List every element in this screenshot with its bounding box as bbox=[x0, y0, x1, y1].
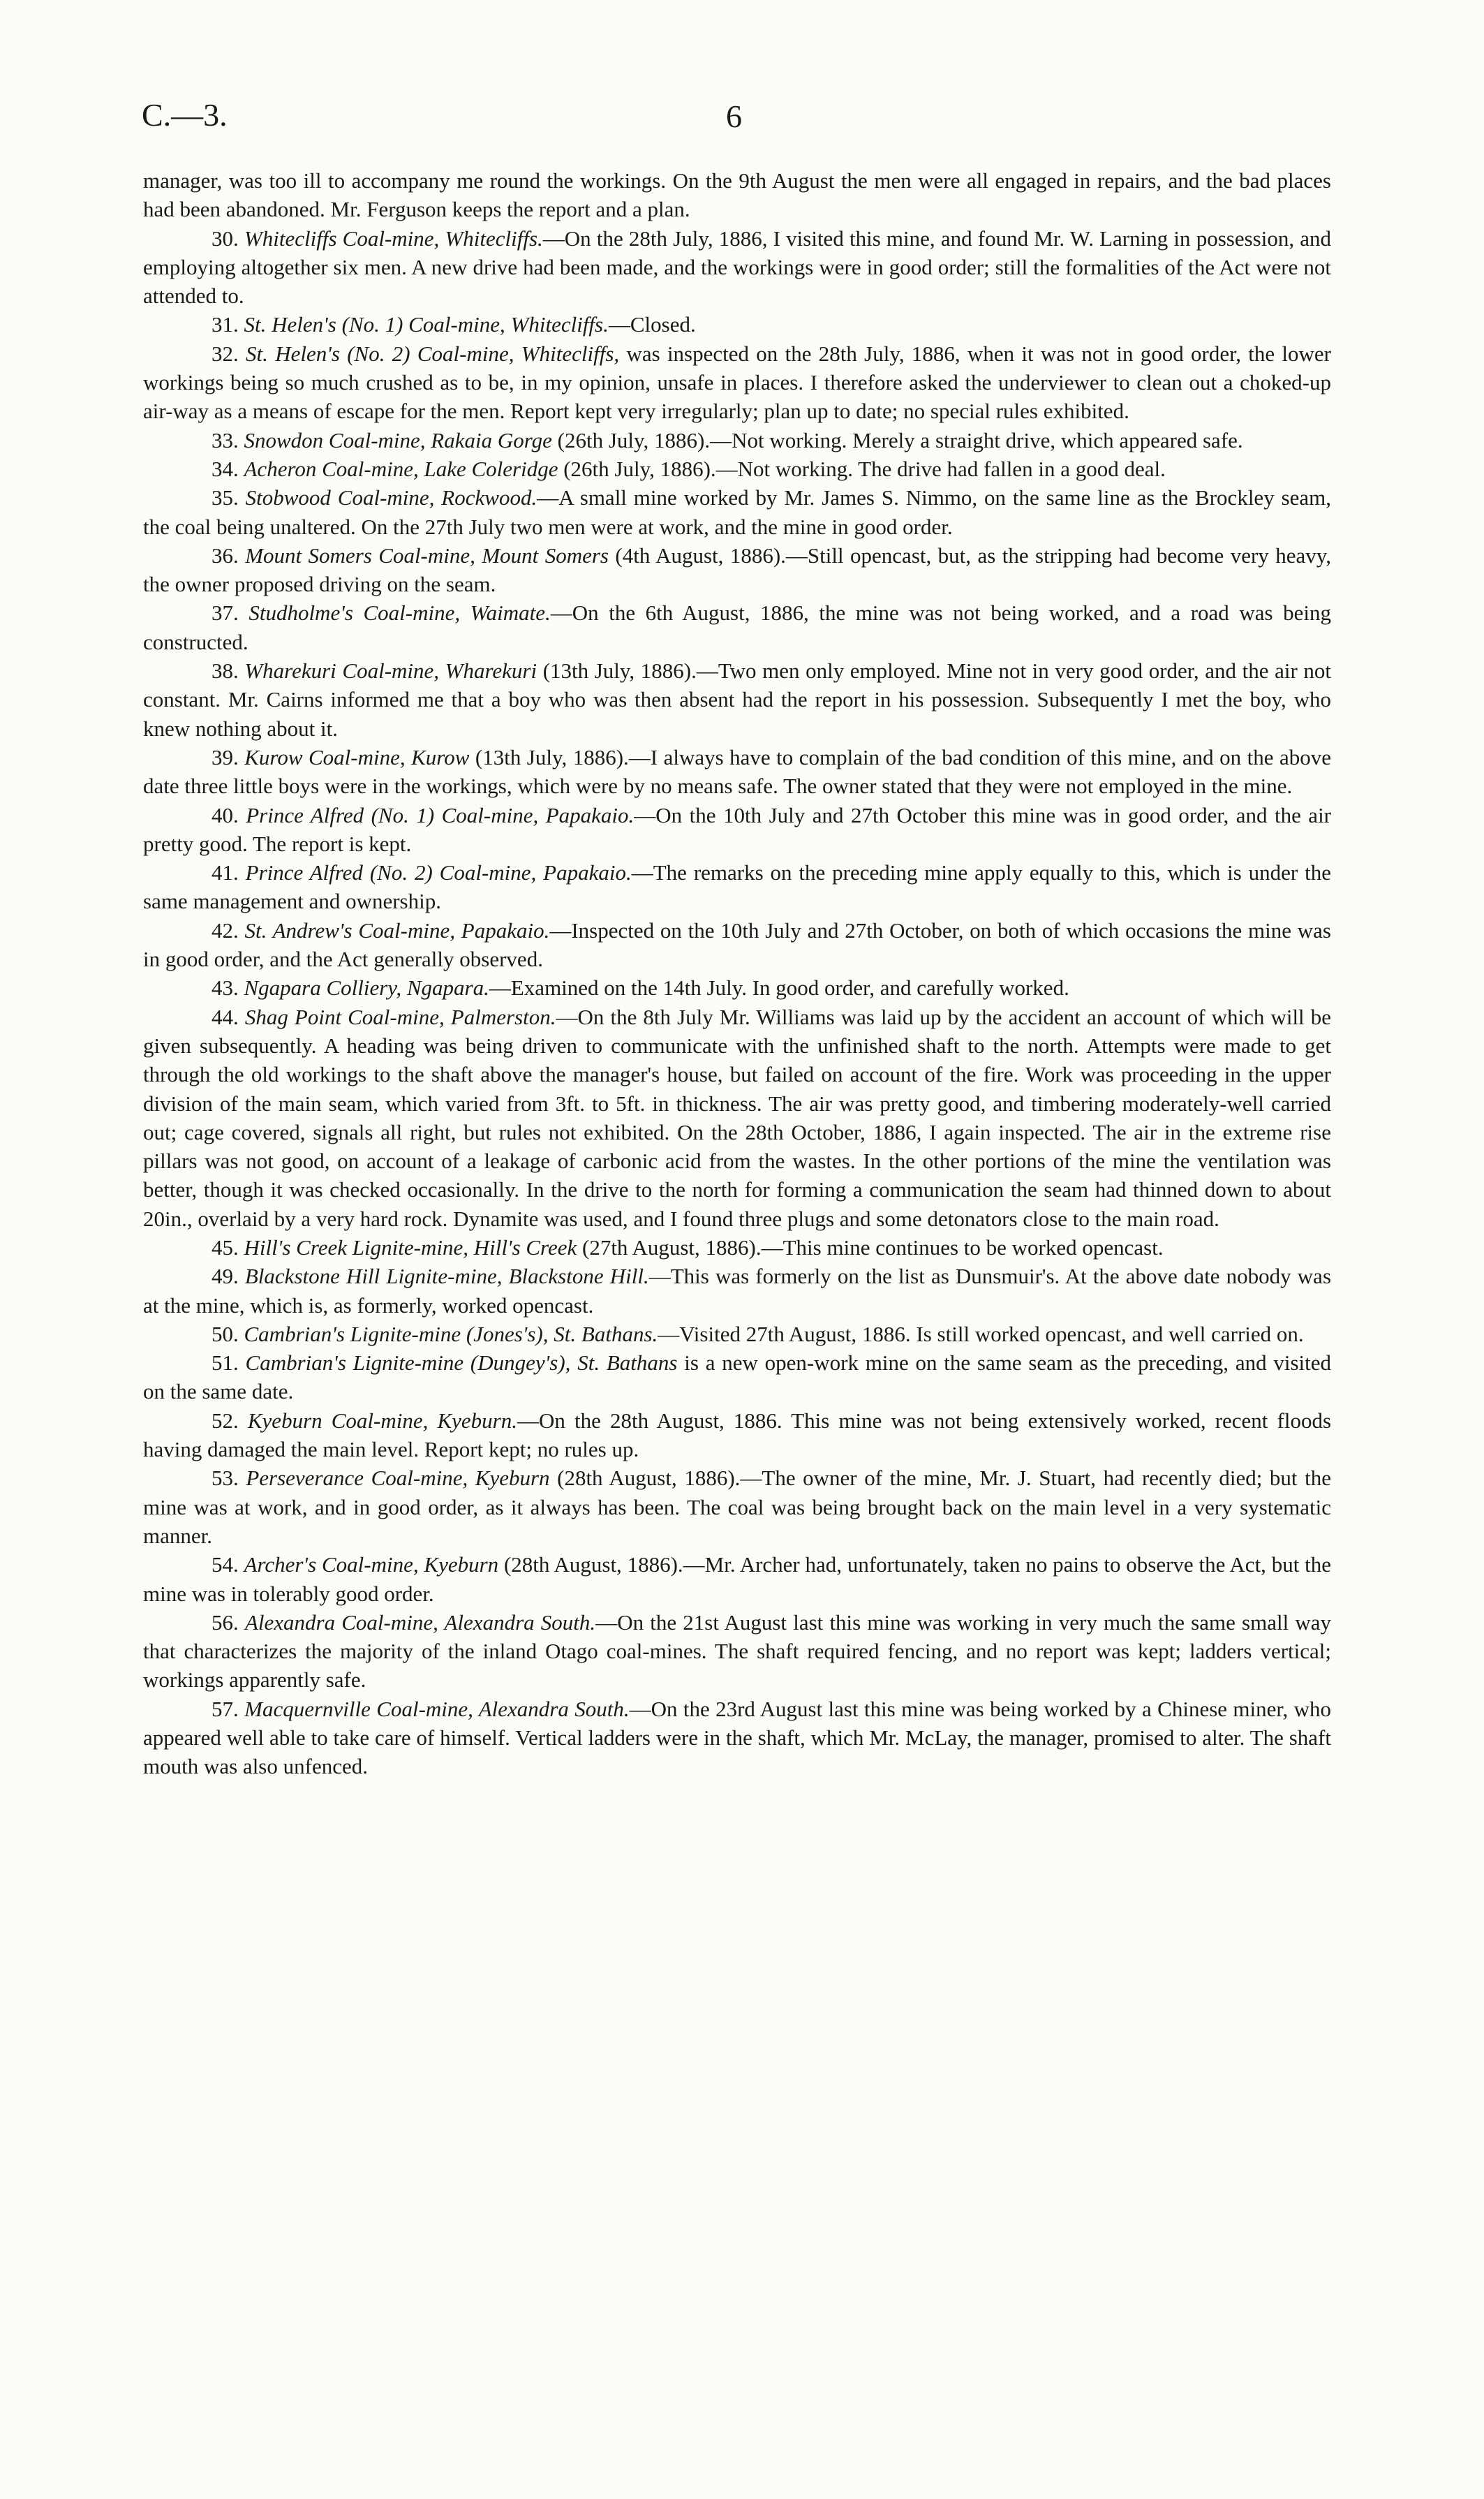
entry-number: 52. bbox=[212, 1408, 239, 1433]
mine-entry bbox=[143, 1695, 1331, 1781]
mine-entry bbox=[143, 339, 1331, 426]
entry-title: Prince Alfred (No. 1) Coal-mine, Papakaio. bbox=[246, 802, 635, 827]
entry-title: Macquernville Coal-mine, Alexandra South. bbox=[244, 1696, 630, 1721]
entry-number: 33. bbox=[212, 427, 239, 452]
entry-text: —Closed. bbox=[608, 312, 696, 337]
entry-text: —Visited 27th August, 1886. Is still worked opencast, and well carried on. bbox=[658, 1321, 1304, 1346]
entry-text: —On the 23rd August last this mine was being worked by a Chinese miner, who appeared well able to take care of himself. Vertical ladders were in the shaft, which Mr. McLay, the manager, promised to alter. The shaft mouth was also unfenced. bbox=[143, 1696, 1332, 1779]
entry-title: Kyeburn Coal-mine, Kyeburn. bbox=[247, 1408, 517, 1433]
entry-text: —On the 10th July and 27th October this mine was in good order, and the air pretty good. The report is kept. bbox=[143, 802, 1332, 856]
entry-title: Ngapara Colliery, Ngapara. bbox=[244, 975, 489, 1001]
mine-entry bbox=[143, 656, 1331, 743]
entry-number: 41. bbox=[212, 860, 239, 885]
entry-text: (28th August, 1886).—The owner of the mine, Mr. J. Stuart, had recently died; but the mine was at work, and in good order, as it always has been. The coal was being brought back on the main level in a very systematic manner. bbox=[143, 1466, 1331, 1548]
entry-title: St. Helen's (No. 1) Coal-mine, Whitecliffs. bbox=[244, 312, 609, 337]
entry-text: (4th August, 1886).—Still opencast, but, as the stripping had become very heavy, the owner proposed driving on the seam. bbox=[143, 543, 1332, 597]
entry-text: (26th July, 1886).—Not working. Merely a straight drive, which appeared safe. bbox=[551, 427, 1243, 452]
mine-entry bbox=[143, 541, 1331, 599]
entry-number: 39. bbox=[212, 744, 239, 769]
entry-number: 37. bbox=[212, 600, 239, 626]
entry-number: 51. bbox=[212, 1350, 239, 1376]
entry-number: 45. bbox=[212, 1234, 239, 1260]
entry-text: —The remarks on the preceding mine apply equally to this, which is under the same management and ownership. bbox=[143, 860, 1331, 914]
entry-number: 57. bbox=[212, 1696, 239, 1721]
entry-text: —On the 21st August last this mine was working in very much the same small way that characterizes the majority of the inland Otago coal-mines. The shaft required fencing, and no report was kept; ladders vertical; workings apparently safe. bbox=[143, 1609, 1332, 1693]
mine-entry bbox=[143, 1233, 1331, 1262]
entry-title: Wharekuri Coal-mine, Wharekuri bbox=[244, 658, 537, 684]
entry-title: Hill's Creek Lignite-mine, Hill's Creek bbox=[244, 1234, 577, 1260]
entry-title: Kurow Coal-mine, Kurow bbox=[244, 744, 470, 769]
entry-title: Acheron Coal-mine, Lake Coleridge bbox=[244, 456, 558, 481]
entry-text: —Inspected on the 10th July and 27th October, on both of which occasions the mine was in good order, and the Act generally observed. bbox=[143, 917, 1331, 972]
entry-text: —Examined on the 14th July. In good order, and carefully worked. bbox=[489, 975, 1069, 1001]
mine-entry bbox=[143, 1003, 1331, 1233]
entry-text: —On the 6th August, 1886, the mine was not being worked, and a road was being constructed. bbox=[143, 600, 1332, 654]
intro-paragraph: manager, was too ill to accompany me round the workings. On the 9th August the men were all engaged in repairs, and the bad places had been abandoned. Mr. Ferguson keeps the report and a plan. bbox=[143, 168, 1331, 222]
entry-number: 49. bbox=[212, 1264, 239, 1289]
mine-entry bbox=[143, 455, 1331, 483]
mine-entry bbox=[143, 858, 1331, 916]
mine-entry bbox=[143, 1608, 1331, 1695]
entry-number: 34. bbox=[212, 456, 239, 481]
report-body bbox=[143, 166, 1331, 1781]
entry-number: 40. bbox=[212, 802, 239, 827]
entry-text: —This was formerly on the list as Dunsmuir's. At the above date nobody was at the mine, which is, as formerly, worked opencast. bbox=[143, 1264, 1332, 1318]
entry-text: (27th August, 1886).—This mine continues to be worked opencast. bbox=[577, 1234, 1164, 1260]
mine-entry bbox=[143, 426, 1331, 455]
entry-title: Blackstone Hill Lignite-mine, Blackstone Hill. bbox=[244, 1264, 649, 1289]
entry-number: 54. bbox=[212, 1552, 239, 1577]
mine-entry bbox=[143, 1348, 1331, 1406]
mine-entry bbox=[143, 1464, 1331, 1550]
mine-entry bbox=[143, 310, 1331, 339]
entry-number: 31. bbox=[212, 312, 239, 337]
entry-number: 43. bbox=[212, 975, 239, 1001]
entry-title: Alexandra Coal-mine, Alexandra South. bbox=[244, 1609, 596, 1635]
mine-entry bbox=[143, 916, 1331, 974]
entry-title: Archer's Coal-mine, Kyeburn bbox=[244, 1552, 499, 1577]
mine-entry bbox=[143, 598, 1331, 656]
entry-number: 50. bbox=[212, 1321, 239, 1346]
entry-title: Prince Alfred (No. 2) Coal-mine, Papakaio. bbox=[245, 860, 632, 885]
mine-entry bbox=[143, 1406, 1331, 1464]
entry-text: (13th July, 1886).—I always have to complain of the bad condition of this mine, and on the above date three little boys were in the workings, which were by no means safe. The owner stated that they were not employed in the mine. bbox=[143, 744, 1332, 799]
mine-entry bbox=[143, 483, 1331, 541]
entry-title: St. Helen's (No. 2) Coal-mine, Whitecliffs, bbox=[246, 341, 620, 366]
mine-entry bbox=[143, 801, 1331, 859]
mine-entry bbox=[143, 743, 1331, 801]
entry-number: 38. bbox=[212, 658, 239, 684]
entry-title: Studholme's Coal-mine, Waimate. bbox=[248, 600, 551, 626]
mine-entry bbox=[143, 1262, 1331, 1320]
entry-number: 56. bbox=[212, 1609, 239, 1635]
entry-number: 42. bbox=[212, 917, 239, 943]
entry-text: —A small mine worked by Mr. James S. Nimmo, on the same line as the Brockley seam, the coal being unaltered. On the 27th July two men were at work, and the mine in good order. bbox=[143, 485, 1332, 539]
entry-title: Whitecliffs Coal-mine, Whitecliffs. bbox=[244, 226, 543, 251]
entry-number: 44. bbox=[212, 1004, 239, 1029]
entry-number: 36. bbox=[212, 543, 239, 568]
entry-text: (26th July, 1886).—Not working. The drive had fallen in a good deal. bbox=[558, 456, 1166, 481]
document-reference: C.—3. bbox=[142, 97, 228, 133]
entry-text: was inspected on the 28th July, 1886, when it was not in good order, the lower workings being so much crushed as to be, in my opinion, unsafe in places. I therefore asked the underviewer to clean out a choked-up air-way as a means of escape for the men. Report kept very irregularly; plan up to date; no special rules exhibited. bbox=[143, 341, 1331, 424]
entry-text: is a new open-work mine on the same seam as the preceding, and visited on the same date. bbox=[143, 1350, 1332, 1404]
page-number: 6 bbox=[726, 98, 742, 134]
entry-title: Shag Point Coal-mine, Palmerston. bbox=[244, 1004, 556, 1029]
mine-entry bbox=[143, 1550, 1331, 1608]
entry-number: 53. bbox=[212, 1466, 239, 1491]
mine-entry bbox=[143, 973, 1331, 1002]
entry-title: Cambrian's Lignite-mine (Dungey's), St. Bathans bbox=[245, 1350, 678, 1376]
entry-text: —On the 8th July Mr. Williams was laid up by the accident an account of which will be given subsequently. A heading was being driven to communicate with the unfinished shaft to the north. Attempts were made to get through the old workings to the shaft above the manager's house, but failed on account of the fire. Work was proceeding in the upper division of the main seam, which varied from 3ft. to 5ft. in thickness. The air was pretty good, and timbering moderately-well carried out; cage covered, signals all right, but rules not exhibited. On the 28th October, 1886, I again inspected. The air in the extreme rise pillars was not good, on account of a leakage of carbonic acid from the wastes. In the other portions of the mine the ventilation was better, though it was checked occasionally. In the drive to the north for forming a communication the seam had thinned down to about 20in., overlaid by a very hard rock. Dynamite was used, and I found three plugs and some detonators close to the main road. bbox=[143, 1004, 1331, 1231]
entry-text: (28th August, 1886).—Mr. Archer had, unfortunately, taken no pains to observe the Act, but the mine was in tolerably good order. bbox=[143, 1552, 1332, 1606]
mine-entry bbox=[143, 224, 1331, 311]
mine-entry bbox=[143, 1320, 1331, 1348]
entry-title: St. Andrew's Coal-mine, Papakaio. bbox=[244, 917, 550, 943]
entry-text: —On the 28th July, 1886, I visited this mine, and found Mr. W. Larning in possession, and employing altogether six men. A new drive had been made, and the workings were in good order; still the formalities of the Act were not attended to. bbox=[143, 226, 1331, 309]
entry-number: 35. bbox=[212, 485, 239, 510]
entry-number: 30. bbox=[212, 226, 239, 251]
entry-text: (13th July, 1886).—Two men only employed. Mine not in very good order, and the air not constant. Mr. Cairns informed me that a boy who was then absent had the report in his possession. Subsequently I met the boy, who knew nothing about it. bbox=[143, 658, 1331, 741]
entry-text: —On the 28th August, 1886. This mine was not being extensively worked, recent floods having damaged the main level. Report kept; no rules up. bbox=[143, 1408, 1332, 1462]
entry-title: Snowdon Coal-mine, Rakaia Gorge bbox=[244, 427, 552, 452]
entry-title: Cambrian's Lignite-mine (Jones's), St. Bathans. bbox=[244, 1321, 658, 1346]
page-header bbox=[0, 96, 1484, 145]
entry-title: Mount Somers Coal-mine, Mount Somers bbox=[245, 543, 609, 568]
entry-title: Perseverance Coal-mine, Kyeburn bbox=[246, 1466, 550, 1491]
entry-title: Stobwood Coal-mine, Rockwood. bbox=[245, 485, 537, 510]
entry-number: 32. bbox=[212, 341, 239, 366]
